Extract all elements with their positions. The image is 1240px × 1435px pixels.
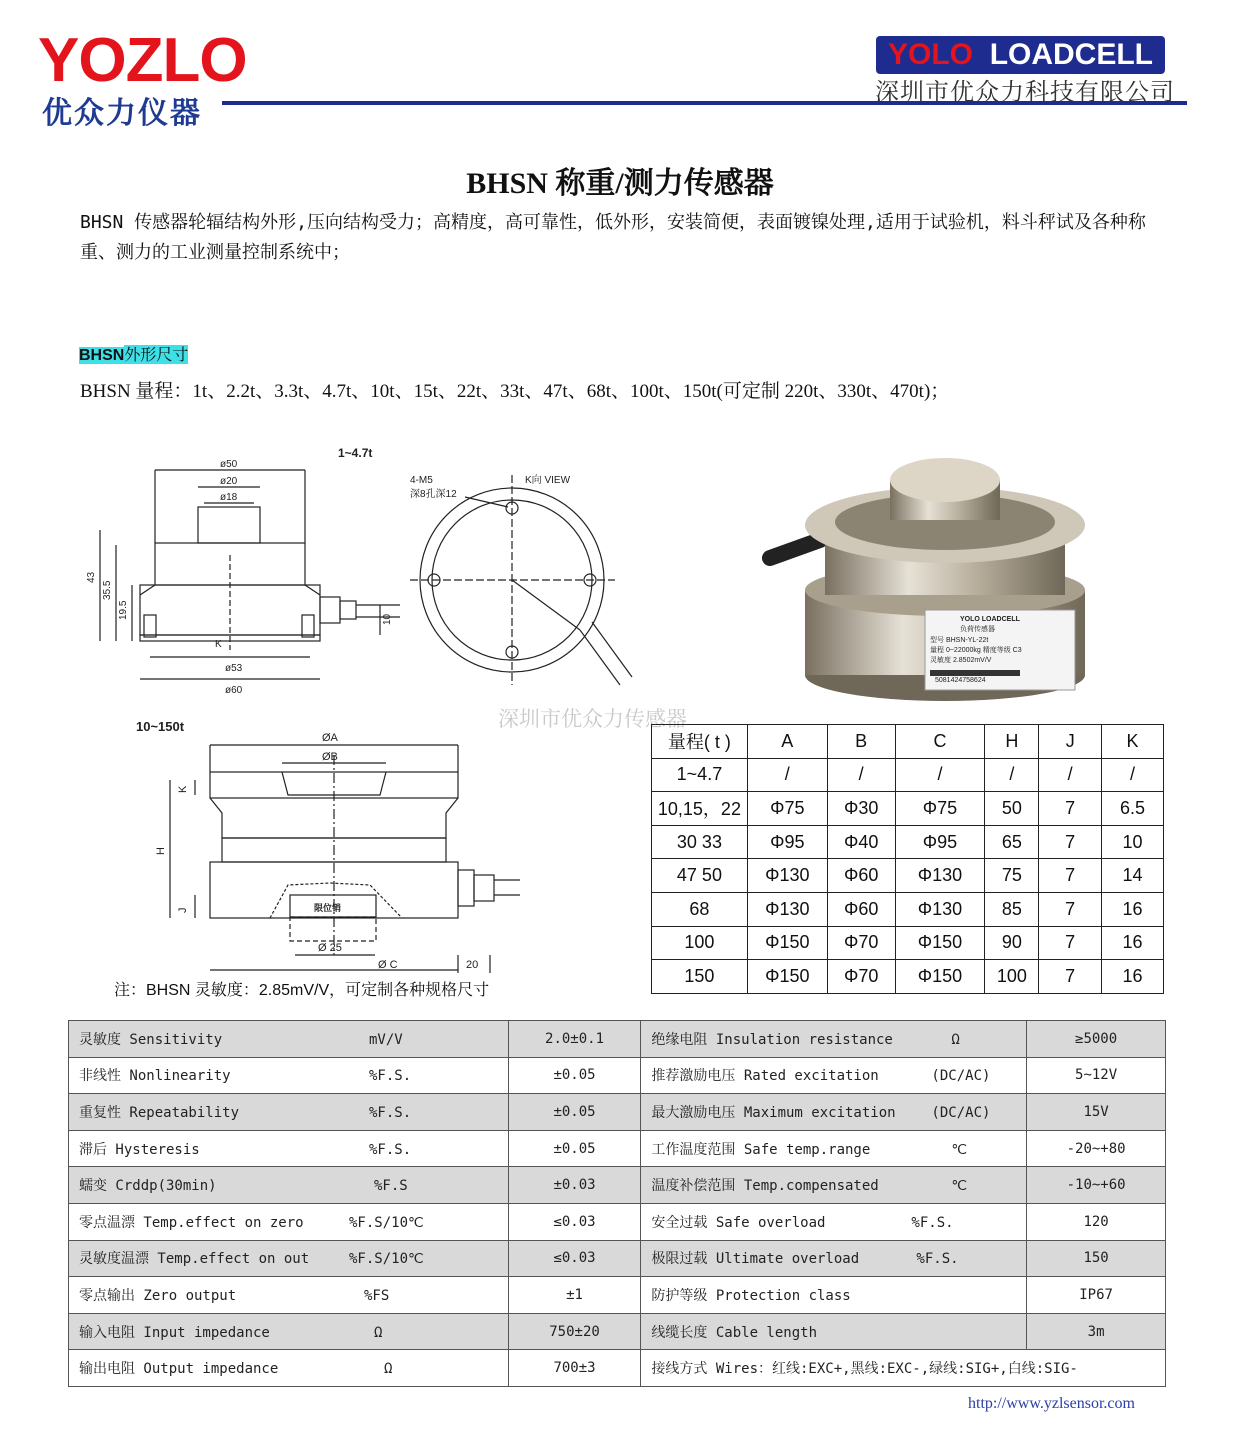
photo-label-sn: 5081424758624 xyxy=(935,677,986,684)
drawing-large-capacity xyxy=(110,715,530,975)
table-row xyxy=(652,960,1164,994)
dim-d60: ø60 xyxy=(225,685,243,695)
spec-unit: %F.S. xyxy=(916,1251,959,1268)
table-cell: Φ30 xyxy=(827,792,895,826)
spec-value: -10~+60 xyxy=(1027,1167,1166,1204)
table-row xyxy=(652,792,1164,826)
spec-label: 蠕变 Crddp(30min) xyxy=(79,1178,217,1195)
spec-label: 工作温度范围 Safe temp.range xyxy=(651,1141,871,1158)
watermark: 深圳市优众力传感器 xyxy=(498,707,687,731)
dim-d53: ø53 xyxy=(225,663,243,674)
spec-value: 120 xyxy=(1027,1203,1166,1240)
section-title: 外形尺寸 xyxy=(124,345,189,364)
brand-banner-left: YOLO xyxy=(888,38,974,71)
table-cell: Φ130 xyxy=(895,859,985,893)
brand-banner-right: LOADCELL xyxy=(989,38,1154,71)
dim-col-range: 量程( t ) xyxy=(652,725,748,759)
dim-k-large: K xyxy=(177,785,189,793)
spec-right-name xyxy=(641,1240,1027,1277)
spec-label: 极限过载 Ultimate overload xyxy=(651,1251,860,1268)
page-title: BHSN 称重/测力传感器 xyxy=(466,167,774,200)
spec-value: 700±3 xyxy=(508,1350,641,1387)
spec-label: 非线性 Nonlinearity xyxy=(79,1068,231,1085)
table-row xyxy=(69,1094,1166,1131)
table-cell: Φ60 xyxy=(827,859,895,893)
dim-h35: 35.5 xyxy=(102,580,113,600)
table-row xyxy=(652,859,1164,893)
table-cell: Φ150 xyxy=(747,960,827,994)
table-cell: 7 xyxy=(1039,960,1102,994)
photo-label-range: 量程 0~22000kg 精度等级 C3 xyxy=(930,647,1022,654)
dimension-table-header xyxy=(652,725,1164,759)
spec-unit: (DC/AC) xyxy=(931,1068,991,1085)
spec-value: ±0.03 xyxy=(508,1167,641,1204)
spec-value: -20~+80 xyxy=(1027,1130,1166,1167)
spec-value: 15V xyxy=(1027,1094,1166,1131)
table-cell: 7 xyxy=(1039,825,1102,859)
spec-label: 安全过载 Safe overload xyxy=(651,1214,826,1231)
dim-d25: Ø 25 xyxy=(318,942,342,954)
drawing-bottom-range: 10~150t xyxy=(136,719,185,734)
spec-value: ±0.05 xyxy=(508,1094,641,1131)
table-cell: Φ75 xyxy=(747,792,827,826)
table-row xyxy=(69,1057,1166,1094)
table-row xyxy=(69,1203,1166,1240)
spec-unit: %F.S. xyxy=(369,1141,412,1158)
table-cell: 10 xyxy=(1102,825,1164,859)
photo-label-sens: 灵敏度 2.8502mV/V xyxy=(930,657,992,664)
table-row xyxy=(652,892,1164,926)
dim-d50: ø50 xyxy=(220,459,238,470)
table-cell: Φ150 xyxy=(895,926,985,960)
table-cell: / xyxy=(827,758,895,792)
table-cell: Φ70 xyxy=(827,960,895,994)
table-cell: 75 xyxy=(985,859,1039,893)
table-row xyxy=(69,1130,1166,1167)
spec-label: 温度补偿范围 Temp.compensated xyxy=(651,1178,879,1195)
spec-label: 防护等级 Protection class xyxy=(651,1287,851,1304)
spec-value: ≤0.03 xyxy=(508,1203,641,1240)
spec-left-name xyxy=(69,1021,509,1058)
spec-unit: Ω xyxy=(384,1361,393,1378)
spec-unit: ℃ xyxy=(951,1141,968,1158)
table-cell: / xyxy=(895,758,985,792)
spec-unit: %F.S. xyxy=(369,1068,412,1085)
spec-table xyxy=(68,1020,1166,1387)
spec-unit: %F.S xyxy=(374,1178,408,1195)
photo-label-model: 型号 BHSN-YL-22t xyxy=(930,637,989,644)
spec-label: 输出电阻 Output impedance xyxy=(79,1361,279,1378)
dim-dA: ØA xyxy=(322,732,338,744)
spec-right-name xyxy=(641,1167,1027,1204)
spec-value: ≤0.03 xyxy=(508,1240,641,1277)
dim-col-h: H xyxy=(985,725,1039,759)
table-cell: / xyxy=(1102,758,1164,792)
spec-value: ±1 xyxy=(508,1277,641,1314)
brand-logo: YOZLO xyxy=(38,26,247,95)
table-row xyxy=(69,1240,1166,1277)
table-row xyxy=(69,1313,1166,1350)
spec-unit: %F.S. xyxy=(911,1214,954,1231)
spec-value: IP67 xyxy=(1027,1277,1166,1314)
table-cell: 7 xyxy=(1039,926,1102,960)
spec-right-name xyxy=(641,1057,1027,1094)
table-cell: 10,15，22 xyxy=(652,792,748,826)
spec-unit: Ω xyxy=(951,1031,960,1048)
spec-left-name xyxy=(69,1240,509,1277)
table-cell: 100 xyxy=(652,926,748,960)
spec-right-name xyxy=(641,1277,1027,1314)
spec-unit: %F.S/10℃ xyxy=(349,1214,424,1231)
table-row xyxy=(652,825,1164,859)
table-cell: Φ150 xyxy=(747,926,827,960)
table-cell: 16 xyxy=(1102,960,1164,994)
spec-value: 5~12V xyxy=(1027,1057,1166,1094)
spec-value: 150 xyxy=(1027,1240,1166,1277)
table-cell: Φ40 xyxy=(827,825,895,859)
spec-label: 灵敏度 Sensitivity xyxy=(79,1031,223,1048)
spec-label: 零点输出 Zero output xyxy=(79,1287,237,1304)
brand-banner xyxy=(876,36,1165,74)
table-cell: Φ130 xyxy=(747,892,827,926)
spec-unit: Ω xyxy=(374,1324,383,1341)
table-cell: / xyxy=(747,758,827,792)
spec-left-name xyxy=(69,1057,509,1094)
spec-label: 零点温漂 Temp.effect on zero xyxy=(79,1214,304,1231)
table-cell: Φ75 xyxy=(895,792,985,826)
table-cell: 14 xyxy=(1102,859,1164,893)
spec-left-name xyxy=(69,1094,509,1131)
table-row xyxy=(652,926,1164,960)
sensitivity-note: 注：BHSN 灵敏度：2.85mV/V，可定制各种规格尺寸 xyxy=(114,982,490,999)
table-cell: Φ60 xyxy=(827,892,895,926)
photo-label-name: 负荷传感器 xyxy=(960,626,995,633)
table-cell: 47 50 xyxy=(652,859,748,893)
table-cell: / xyxy=(985,758,1039,792)
table-cell: 16 xyxy=(1102,892,1164,926)
k-view-label: K向 VIEW xyxy=(525,475,571,486)
table-cell: / xyxy=(1039,758,1102,792)
spec-label: 绝缘电阻 Insulation resistance xyxy=(651,1031,893,1048)
spec-unit: (DC/AC) xyxy=(931,1104,991,1121)
dim-col-j: J xyxy=(1039,725,1102,759)
spec-unit: %FS xyxy=(364,1287,390,1304)
dim-d18: ø18 xyxy=(220,492,238,503)
spec-left-name xyxy=(69,1313,509,1350)
table-cell: 68 xyxy=(652,892,748,926)
footer-url[interactable]: http://www.yzlsensor.com xyxy=(968,1395,1135,1412)
spec-label: 滞后 Hysteresis xyxy=(79,1141,200,1158)
spec-right-name xyxy=(641,1021,1027,1058)
spec-right-name xyxy=(641,1203,1027,1240)
spec-left-name xyxy=(69,1130,509,1167)
table-cell: 100 xyxy=(985,960,1039,994)
spec-label: 输入电阻 Input impedance xyxy=(79,1324,270,1341)
table-cell: Φ70 xyxy=(827,926,895,960)
dim-d20: ø20 xyxy=(220,476,238,487)
spec-value: 2.0±0.1 xyxy=(508,1021,641,1058)
table-cell: Φ130 xyxy=(895,892,985,926)
hole-spec-1: 4-M5 xyxy=(410,475,433,486)
table-cell: 1~4.7 xyxy=(652,758,748,792)
table-cell: 7 xyxy=(1039,892,1102,926)
table-cell: Φ95 xyxy=(895,825,985,859)
spec-right-name xyxy=(641,1313,1027,1350)
dim-k: K xyxy=(215,639,222,650)
table-cell: 16 xyxy=(1102,926,1164,960)
table-cell: 50 xyxy=(985,792,1039,826)
hole-spec-2: 深8孔深12 xyxy=(410,489,457,500)
table-cell: 90 xyxy=(985,926,1039,960)
spec-left-name xyxy=(69,1203,509,1240)
table-row xyxy=(69,1350,1166,1387)
spec-value: ±0.05 xyxy=(508,1130,641,1167)
table-cell: 30 33 xyxy=(652,825,748,859)
spec-label: 最大激励电压 Maximum excitation xyxy=(651,1104,896,1121)
table-cell: Φ95 xyxy=(747,825,827,859)
spec-label: 接线方式 Wires：红线:EXC+,黑线:EXC-,绿线:SIG+,白线:SIG- xyxy=(651,1361,1078,1378)
spec-label: 灵敏度温漂 Temp.effect on out xyxy=(79,1251,310,1268)
spec-value: ±0.05 xyxy=(508,1057,641,1094)
dim-w20: 20 xyxy=(466,959,479,971)
table-cell: Φ150 xyxy=(895,960,985,994)
spec-label: 重复性 Repeatability xyxy=(79,1104,240,1121)
spec-left-name xyxy=(69,1167,509,1204)
spec-right-name xyxy=(641,1130,1027,1167)
table-cell: Φ130 xyxy=(747,859,827,893)
spec-value: ≥5000 xyxy=(1027,1021,1166,1058)
dim-col-k: K xyxy=(1102,725,1164,759)
spec-left-name xyxy=(69,1350,509,1387)
dim-dC: Ø C xyxy=(378,959,398,971)
drawing-top-range: 1~4.7t xyxy=(338,446,373,460)
dim-h: H xyxy=(155,847,167,855)
spec-value: 750±20 xyxy=(508,1313,641,1350)
spec-unit: %F.S. xyxy=(369,1104,412,1121)
spec-label: 推荐激励电压 Rated excitation xyxy=(651,1068,879,1085)
product-photo xyxy=(760,440,1100,710)
table-cell: 7 xyxy=(1039,859,1102,893)
dim-dB: ØB xyxy=(322,751,338,763)
table-row xyxy=(69,1277,1166,1314)
table-row xyxy=(69,1021,1166,1058)
spec-left-name xyxy=(69,1277,509,1314)
dim-h19: 19.5 xyxy=(118,600,129,620)
table-cell: 65 xyxy=(985,825,1039,859)
table-cell: 7 xyxy=(1039,792,1102,826)
spec-wires xyxy=(641,1350,1166,1387)
table-cell: 85 xyxy=(985,892,1039,926)
section-heading xyxy=(79,342,188,365)
table-cell: 6.5 xyxy=(1102,792,1164,826)
table-cell: 150 xyxy=(652,960,748,994)
dim-h43: 43 xyxy=(86,571,97,583)
dim-col-c: C xyxy=(895,725,985,759)
dim-h10: 10 xyxy=(382,613,393,625)
dim-col-a: A xyxy=(747,725,827,759)
brand-subtitle: 优众力仪器 xyxy=(42,96,202,131)
company-name: 深圳市优众力科技有限公司 xyxy=(875,78,1175,106)
table-row xyxy=(69,1167,1166,1204)
spec-unit: mV/V xyxy=(369,1031,403,1048)
spec-right-name xyxy=(641,1094,1027,1131)
spec-unit: %F.S/10℃ xyxy=(349,1251,424,1268)
drawing-small-capacity xyxy=(80,435,640,695)
section-tag: BHSN xyxy=(79,347,125,364)
table-row xyxy=(652,758,1164,792)
photo-label-brand: YOLO LOADCELL xyxy=(960,616,1020,623)
dim-j: J xyxy=(177,907,189,913)
spec-value: 3m xyxy=(1027,1313,1166,1350)
pin-label: 限位销 xyxy=(314,903,342,913)
range-text: BHSN 量程：1t、2.2t、3.3t、4.7t、10t、15t、22t、33t、47t、68t、100t、150t(可定制 220t、330t、470t)； xyxy=(80,381,950,402)
dimension-table xyxy=(651,724,1164,994)
spec-label: 线缆长度 Cable length xyxy=(651,1324,817,1341)
dim-col-b: B xyxy=(827,725,895,759)
spec-unit: ℃ xyxy=(951,1178,968,1195)
description: BHSN 传感器轮辐结构外形,压向结构受力；高精度，高可靠性，低外形，安装简便，表面镀镍处理,适用于试验机，料斗秤试及各种称重、测力的工业测量控制系统中； xyxy=(80,212,1146,263)
